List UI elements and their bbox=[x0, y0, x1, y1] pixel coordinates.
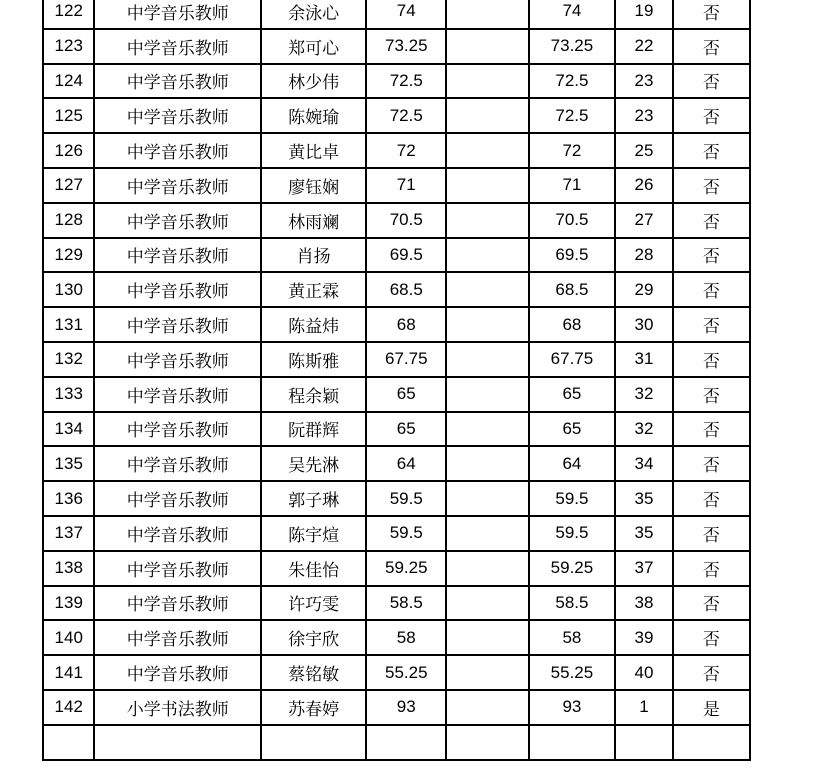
cell-position: 中学音乐教师 bbox=[94, 64, 261, 99]
cell-written-score: 68 bbox=[366, 307, 446, 342]
cell-written-score: 65 bbox=[366, 412, 446, 447]
cell-total-score: 71 bbox=[529, 168, 615, 203]
cell-total-score: 65 bbox=[529, 412, 615, 447]
cell-position: 中学音乐教师 bbox=[94, 98, 261, 133]
cell-enter-next-stage: 否 bbox=[673, 377, 750, 412]
cell-serial-number: 141 bbox=[43, 655, 94, 690]
cell-rank: 23 bbox=[615, 98, 673, 133]
cell-serial-number: 140 bbox=[43, 620, 94, 655]
cell-interview-score bbox=[446, 307, 528, 342]
cell-position: 中学音乐教师 bbox=[94, 620, 261, 655]
cell-enter-next-stage: 否 bbox=[673, 620, 750, 655]
cell-candidate-name: 廖钰娴 bbox=[261, 168, 366, 203]
cell-interview-score bbox=[446, 446, 528, 481]
cell-total-score bbox=[529, 725, 615, 760]
cell-interview-score bbox=[446, 133, 528, 168]
table-row bbox=[43, 272, 750, 307]
cell-rank: 39 bbox=[615, 620, 673, 655]
cell-interview-score bbox=[446, 238, 528, 273]
cell-candidate-name: 吴先淋 bbox=[261, 446, 366, 481]
cell-position: 中学音乐教师 bbox=[94, 272, 261, 307]
cell-enter-next-stage: 是 bbox=[673, 690, 750, 725]
cell-written-score: 64 bbox=[366, 446, 446, 481]
cell-serial-number: 131 bbox=[43, 307, 94, 342]
cell-candidate-name: 肖扬 bbox=[261, 238, 366, 273]
cell-position: 中学音乐教师 bbox=[94, 586, 261, 621]
table-row bbox=[43, 133, 750, 168]
cell-candidate-name: 黄正霖 bbox=[261, 272, 366, 307]
cell-serial-number: 139 bbox=[43, 586, 94, 621]
cell-candidate-name: 郑可心 bbox=[261, 29, 366, 64]
table-row bbox=[43, 0, 750, 29]
cell-enter-next-stage: 否 bbox=[673, 0, 750, 29]
cell-total-score: 68 bbox=[529, 307, 615, 342]
table-row bbox=[43, 725, 750, 760]
cell-rank: 40 bbox=[615, 655, 673, 690]
table-row bbox=[43, 64, 750, 99]
cell-written-score: 59.5 bbox=[366, 516, 446, 551]
cell-enter-next-stage: 否 bbox=[673, 412, 750, 447]
cell-enter-next-stage: 否 bbox=[673, 29, 750, 64]
cell-position: 中学音乐教师 bbox=[94, 0, 261, 29]
cell-enter-next-stage: 否 bbox=[673, 64, 750, 99]
cell-interview-score bbox=[446, 29, 528, 64]
cell-serial-number: 138 bbox=[43, 551, 94, 586]
cell-total-score: 69.5 bbox=[529, 238, 615, 273]
table-row bbox=[43, 551, 750, 586]
cell-rank: 19 bbox=[615, 0, 673, 29]
table-row bbox=[43, 446, 750, 481]
cell-total-score: 74 bbox=[529, 0, 615, 29]
results-table bbox=[42, 0, 751, 761]
cell-candidate-name: 苏春婷 bbox=[261, 690, 366, 725]
cell-interview-score bbox=[446, 586, 528, 621]
cell-position: 中学音乐教师 bbox=[94, 481, 261, 516]
table-row bbox=[43, 203, 750, 238]
cell-enter-next-stage: 否 bbox=[673, 481, 750, 516]
cell-total-score: 72.5 bbox=[529, 98, 615, 133]
cell-rank bbox=[615, 725, 673, 760]
cell-written-score: 58 bbox=[366, 620, 446, 655]
cell-written-score: 67.75 bbox=[366, 342, 446, 377]
cell-written-score: 73.25 bbox=[366, 29, 446, 64]
cell-candidate-name bbox=[261, 725, 366, 760]
cell-position: 中学音乐教师 bbox=[94, 133, 261, 168]
cell-candidate-name: 阮群辉 bbox=[261, 412, 366, 447]
cell-interview-score bbox=[446, 481, 528, 516]
cell-serial-number: 137 bbox=[43, 516, 94, 551]
cell-interview-score bbox=[446, 412, 528, 447]
cell-candidate-name: 朱佳怡 bbox=[261, 551, 366, 586]
cell-written-score: 71 bbox=[366, 168, 446, 203]
cell-enter-next-stage: 否 bbox=[673, 655, 750, 690]
table-row bbox=[43, 516, 750, 551]
cell-position: 小学书法教师 bbox=[94, 690, 261, 725]
cell-rank: 35 bbox=[615, 481, 673, 516]
cell-serial-number: 123 bbox=[43, 29, 94, 64]
table-row bbox=[43, 342, 750, 377]
cell-position: 中学音乐教师 bbox=[94, 446, 261, 481]
cell-interview-score bbox=[446, 168, 528, 203]
cell-candidate-name: 徐宇欣 bbox=[261, 620, 366, 655]
cell-position: 中学音乐教师 bbox=[94, 377, 261, 412]
cell-enter-next-stage: 否 bbox=[673, 98, 750, 133]
cell-enter-next-stage: 否 bbox=[673, 133, 750, 168]
cell-candidate-name: 蔡铭敏 bbox=[261, 655, 366, 690]
cell-enter-next-stage: 否 bbox=[673, 586, 750, 621]
cell-written-score: 59.25 bbox=[366, 551, 446, 586]
cell-serial-number: 124 bbox=[43, 64, 94, 99]
cell-position: 中学音乐教师 bbox=[94, 168, 261, 203]
cell-written-score bbox=[366, 725, 446, 760]
cell-candidate-name: 陈婉瑜 bbox=[261, 98, 366, 133]
cell-candidate-name: 陈斯雅 bbox=[261, 342, 366, 377]
cell-candidate-name: 黄比卓 bbox=[261, 133, 366, 168]
cell-written-score: 65 bbox=[366, 377, 446, 412]
cell-position: 中学音乐教师 bbox=[94, 203, 261, 238]
cell-serial-number: 135 bbox=[43, 446, 94, 481]
cell-rank: 32 bbox=[615, 377, 673, 412]
cell-interview-score bbox=[446, 342, 528, 377]
cell-written-score: 72.5 bbox=[366, 98, 446, 133]
cell-enter-next-stage: 否 bbox=[673, 203, 750, 238]
cell-rank: 26 bbox=[615, 168, 673, 203]
cell-written-score: 69.5 bbox=[366, 238, 446, 273]
cell-enter-next-stage: 否 bbox=[673, 551, 750, 586]
cell-enter-next-stage: 否 bbox=[673, 516, 750, 551]
cell-serial-number: 133 bbox=[43, 377, 94, 412]
table-row bbox=[43, 412, 750, 447]
cell-enter-next-stage: 否 bbox=[673, 168, 750, 203]
cell-interview-score bbox=[446, 690, 528, 725]
cell-enter-next-stage: 否 bbox=[673, 307, 750, 342]
cell-interview-score bbox=[446, 655, 528, 690]
cell-interview-score bbox=[446, 0, 528, 29]
cell-total-score: 73.25 bbox=[529, 29, 615, 64]
cell-total-score: 64 bbox=[529, 446, 615, 481]
cell-total-score: 67.75 bbox=[529, 342, 615, 377]
cell-serial-number: 134 bbox=[43, 412, 94, 447]
cell-total-score: 59.5 bbox=[529, 516, 615, 551]
cell-serial-number: 136 bbox=[43, 481, 94, 516]
cell-enter-next-stage: 否 bbox=[673, 272, 750, 307]
cell-rank: 30 bbox=[615, 307, 673, 342]
cell-written-score: 55.25 bbox=[366, 655, 446, 690]
cell-interview-score bbox=[446, 377, 528, 412]
cell-rank: 34 bbox=[615, 446, 673, 481]
cell-interview-score bbox=[446, 620, 528, 655]
cell-written-score: 59.5 bbox=[366, 481, 446, 516]
cell-position: 中学音乐教师 bbox=[94, 655, 261, 690]
cell-candidate-name: 陈益炜 bbox=[261, 307, 366, 342]
cell-rank: 35 bbox=[615, 516, 673, 551]
cell-total-score: 58 bbox=[529, 620, 615, 655]
results-table-body bbox=[43, 0, 750, 760]
cell-total-score: 72 bbox=[529, 133, 615, 168]
cell-rank: 29 bbox=[615, 272, 673, 307]
cell-candidate-name: 林雨斓 bbox=[261, 203, 366, 238]
cell-rank: 23 bbox=[615, 64, 673, 99]
table-row bbox=[43, 586, 750, 621]
cell-rank: 25 bbox=[615, 133, 673, 168]
cell-candidate-name: 许巧雯 bbox=[261, 586, 366, 621]
cell-total-score: 93 bbox=[529, 690, 615, 725]
cell-position: 中学音乐教师 bbox=[94, 307, 261, 342]
cell-written-score: 72.5 bbox=[366, 64, 446, 99]
cell-total-score: 59.5 bbox=[529, 481, 615, 516]
table-row bbox=[43, 98, 750, 133]
cell-candidate-name: 林少伟 bbox=[261, 64, 366, 99]
cell-position: 中学音乐教师 bbox=[94, 516, 261, 551]
table-row bbox=[43, 307, 750, 342]
cell-candidate-name: 陈宇煊 bbox=[261, 516, 366, 551]
cell-serial-number: 122 bbox=[43, 0, 94, 29]
cell-total-score: 55.25 bbox=[529, 655, 615, 690]
table-row bbox=[43, 168, 750, 203]
table-row bbox=[43, 481, 750, 516]
cell-interview-score bbox=[446, 516, 528, 551]
cell-written-score: 93 bbox=[366, 690, 446, 725]
table-row bbox=[43, 690, 750, 725]
cell-rank: 22 bbox=[615, 29, 673, 64]
cell-serial-number: 132 bbox=[43, 342, 94, 377]
cell-rank: 27 bbox=[615, 203, 673, 238]
cell-serial-number bbox=[43, 725, 94, 760]
cell-serial-number: 129 bbox=[43, 238, 94, 273]
cell-written-score: 72 bbox=[366, 133, 446, 168]
cell-written-score: 70.5 bbox=[366, 203, 446, 238]
cell-serial-number: 125 bbox=[43, 98, 94, 133]
cell-serial-number: 128 bbox=[43, 203, 94, 238]
cell-position: 中学音乐教师 bbox=[94, 238, 261, 273]
cell-rank: 1 bbox=[615, 690, 673, 725]
cell-written-score: 68.5 bbox=[366, 272, 446, 307]
cell-serial-number: 142 bbox=[43, 690, 94, 725]
cell-position bbox=[94, 725, 261, 760]
table-row bbox=[43, 377, 750, 412]
cell-interview-score bbox=[446, 725, 528, 760]
cell-enter-next-stage: 否 bbox=[673, 342, 750, 377]
cell-total-score: 65 bbox=[529, 377, 615, 412]
table-row bbox=[43, 238, 750, 273]
cell-serial-number: 130 bbox=[43, 272, 94, 307]
cell-rank: 32 bbox=[615, 412, 673, 447]
cell-rank: 37 bbox=[615, 551, 673, 586]
cell-enter-next-stage bbox=[673, 725, 750, 760]
cell-enter-next-stage: 否 bbox=[673, 446, 750, 481]
cell-serial-number: 127 bbox=[43, 168, 94, 203]
cell-candidate-name: 程余颖 bbox=[261, 377, 366, 412]
cell-serial-number: 126 bbox=[43, 133, 94, 168]
cell-position: 中学音乐教师 bbox=[94, 412, 261, 447]
cell-rank: 28 bbox=[615, 238, 673, 273]
cell-total-score: 68.5 bbox=[529, 272, 615, 307]
cell-candidate-name: 郭子琳 bbox=[261, 481, 366, 516]
cell-position: 中学音乐教师 bbox=[94, 342, 261, 377]
cell-enter-next-stage: 否 bbox=[673, 238, 750, 273]
cell-interview-score bbox=[446, 203, 528, 238]
cell-candidate-name: 余泳心 bbox=[261, 0, 366, 29]
cell-written-score: 58.5 bbox=[366, 586, 446, 621]
cell-total-score: 58.5 bbox=[529, 586, 615, 621]
cell-rank: 31 bbox=[615, 342, 673, 377]
cell-position: 中学音乐教师 bbox=[94, 551, 261, 586]
cell-interview-score bbox=[446, 272, 528, 307]
cell-interview-score bbox=[446, 98, 528, 133]
table-row bbox=[43, 655, 750, 690]
cell-position: 中学音乐教师 bbox=[94, 29, 261, 64]
cell-interview-score bbox=[446, 551, 528, 586]
cell-written-score: 74 bbox=[366, 0, 446, 29]
cell-total-score: 59.25 bbox=[529, 551, 615, 586]
table-row bbox=[43, 29, 750, 64]
cell-total-score: 72.5 bbox=[529, 64, 615, 99]
cell-total-score: 70.5 bbox=[529, 203, 615, 238]
table-row bbox=[43, 620, 750, 655]
cell-rank: 38 bbox=[615, 586, 673, 621]
cell-interview-score bbox=[446, 64, 528, 99]
